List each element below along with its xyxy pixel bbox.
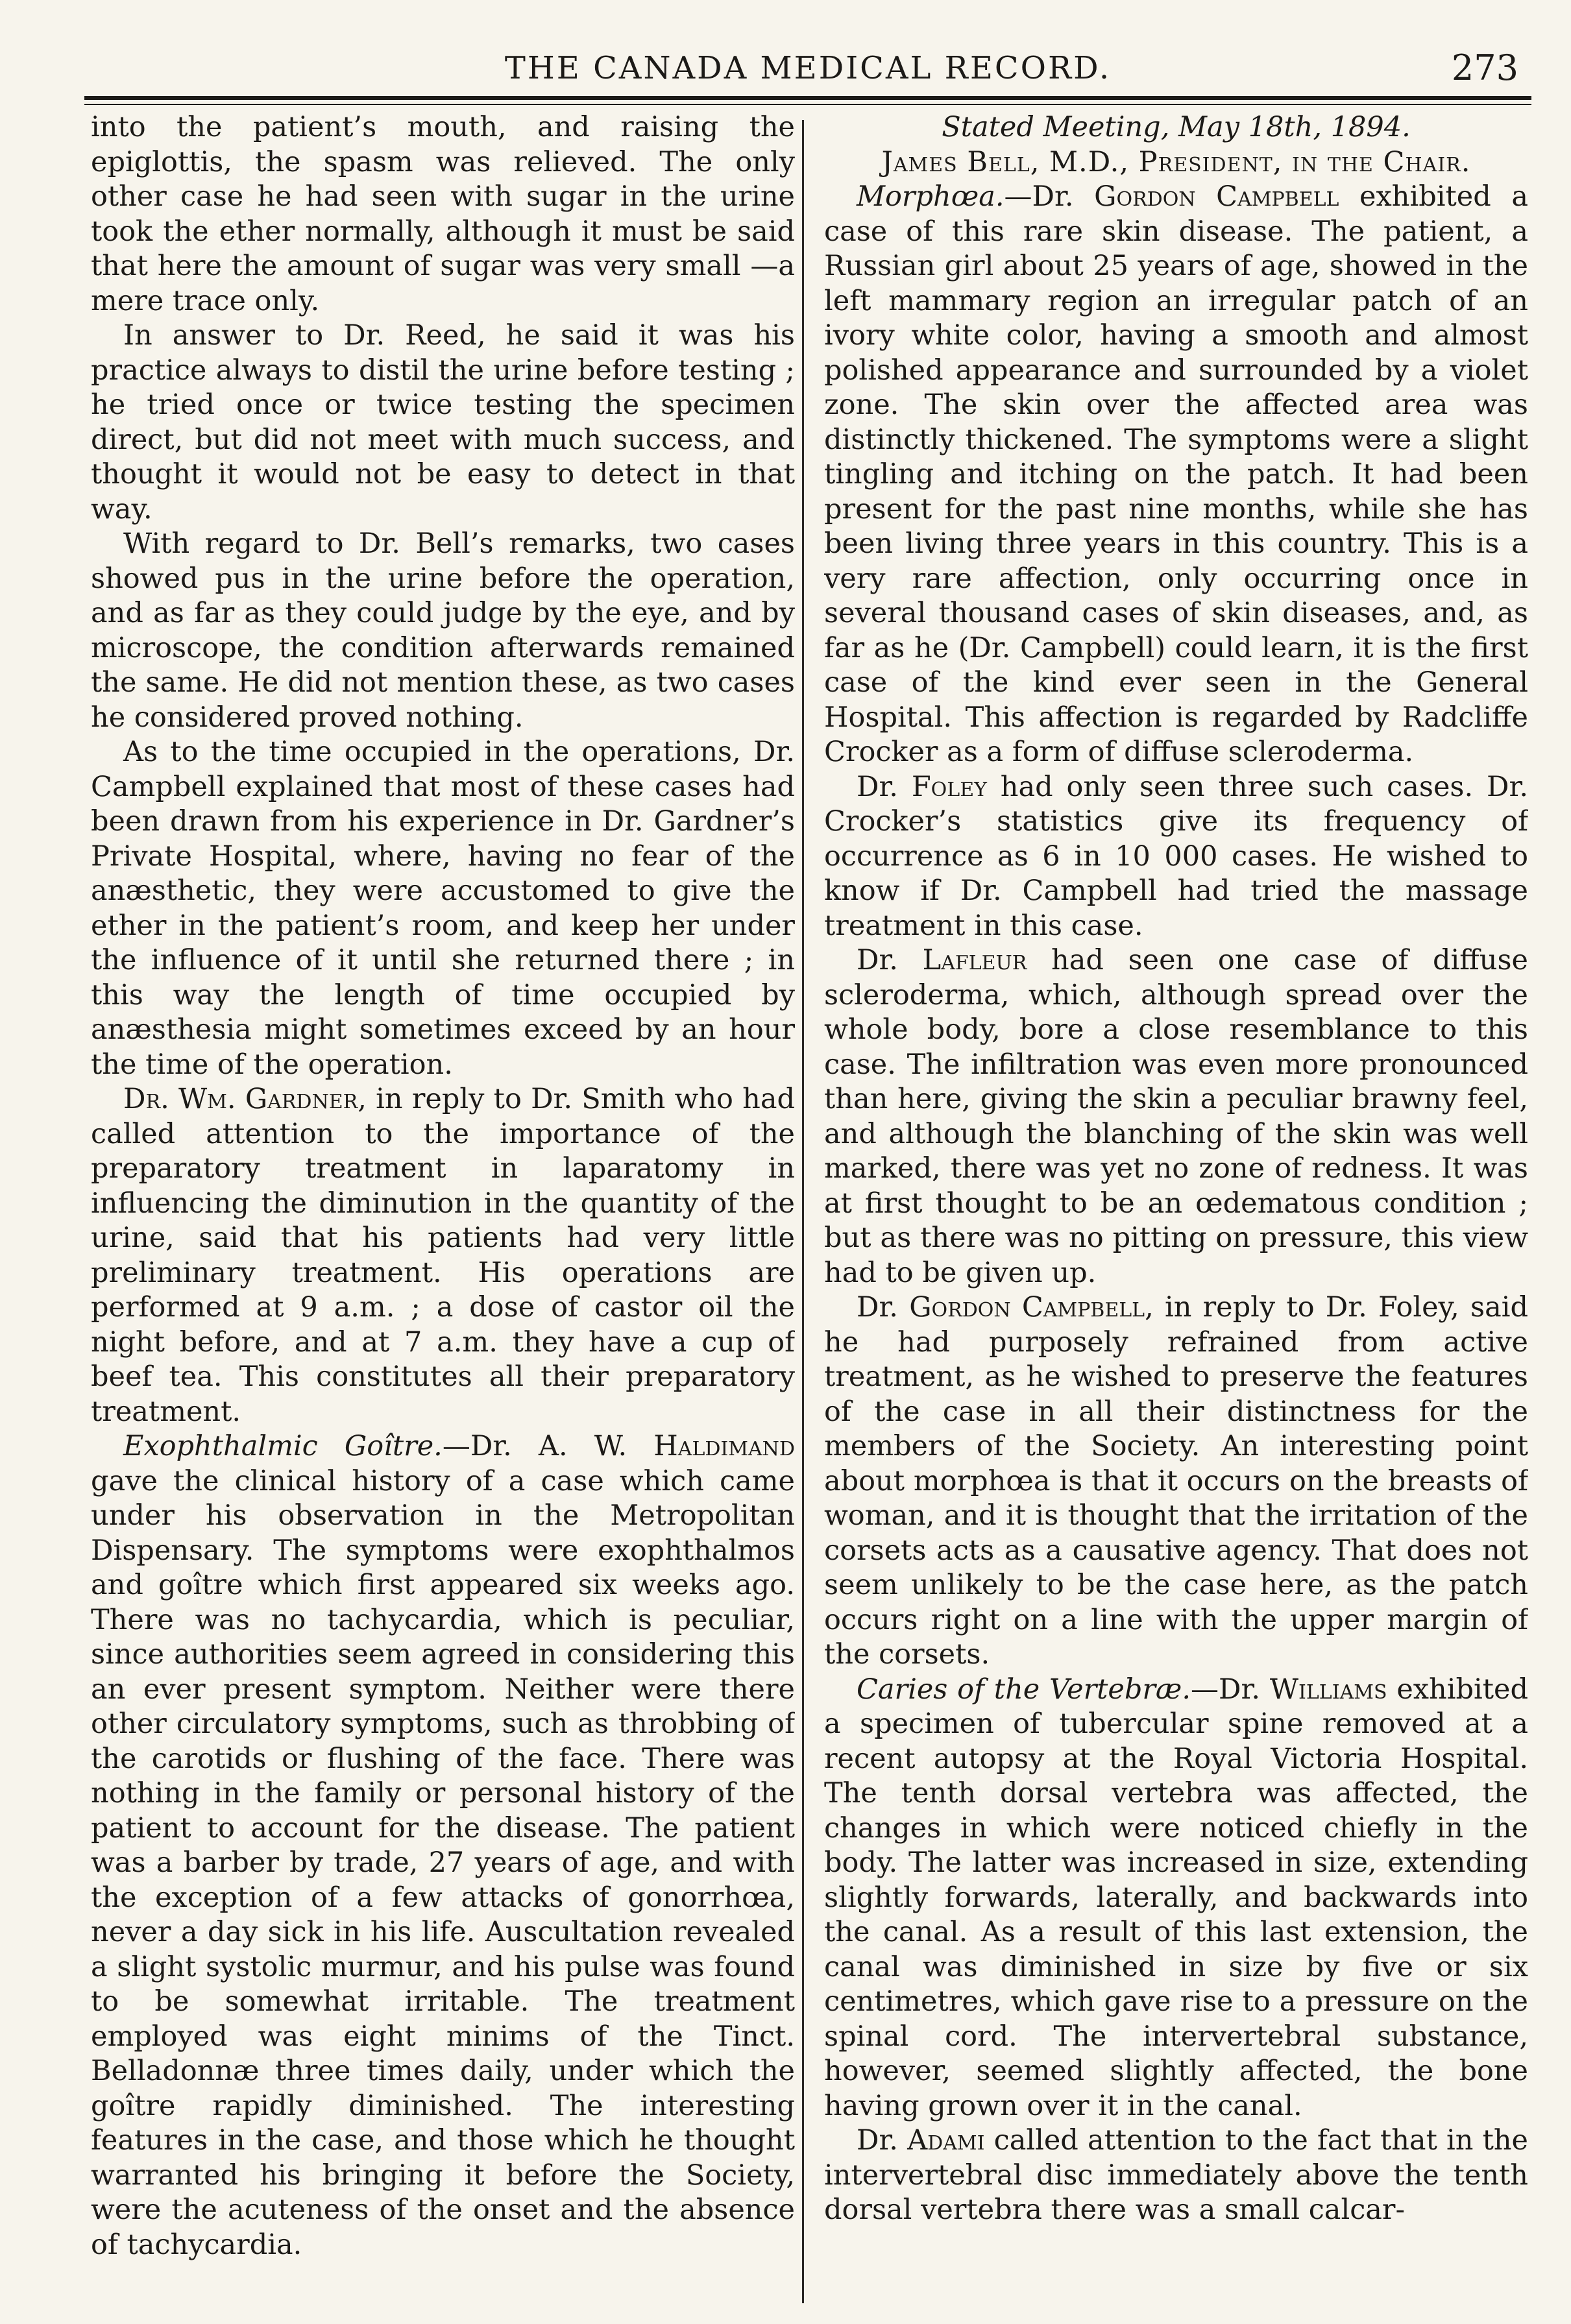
paragraph	[824, 1290, 1528, 1673]
section-heading: Exophthalmic Goître.	[123, 1430, 443, 1462]
paragraph	[824, 180, 1528, 770]
meeting-title: Stated Meeting, May 18th, 1894.	[942, 111, 1411, 143]
speaker-name: Williams	[1269, 1673, 1387, 1706]
paragraph-text: in reply to Dr. Smith who had called attention to the importance of the preparatory treatment in laparatomy in influencing the diminution in the quantity of the urine, said that his patients had very little preliminary treatment. His operations are performed at 9 a.m. ; a dose of castor oil the night before, and at 7 a.m. they have a cup of beef tea. This constitutes all their preparatory treatment.	[91, 1083, 795, 1428]
paragraph	[91, 1082, 795, 1429]
paragraph-text: had only seen three such cases. Dr. Crocker’s statistics give its frequency of occurrence as 6 in 10 000 cases. He wished to know if Dr. Campbell had tried the massage treatment in this case.	[824, 770, 1528, 942]
page-number: 273	[1451, 47, 1518, 88]
paragraph: into the patient’s mouth, and raising the epiglottis, the spasm was relieved. The only other case he had seen with sugar in the urine took the ether normally, although it must be said that here the amount of sugar was very small —a mere trace only.	[91, 111, 795, 317]
paragraph-lead: Dr.	[857, 770, 912, 803]
paragraph-text: exhibited a case of this rare skin disease. The patient, a Russian girl about 25 years of age, showed in the left mammary region an irregular patch of an ivory white color, having a smooth and almost polished appearance and surrounded by a violet zone. The skin over the affected area was distinctly thickened. The symptoms were a slight tingling and itching on the patch. It had been present for the past nine months, while she has been living three years in this country. This is a very rare affection, only occurring once in several thousand cases of skin diseases, and, as far as he (Dr. Campbell) could learn, it is the first case of the kind ever seen in the General Hospital. This affection is regarded by Radcliffe Crocker as a form of diffuse scleroderma.	[824, 180, 1528, 768]
paragraph-text: called attention to the fact that in the intervertebral disc immediately above the tenth dorsal vertebra there was a small calcar-	[824, 2124, 1528, 2226]
section-heading: Morphœa.	[857, 180, 1005, 213]
speaker-name: Lafleur	[922, 944, 1027, 976]
paragraph	[91, 1429, 795, 2262]
paragraph	[824, 770, 1528, 944]
speaker-name: Foley	[911, 770, 987, 803]
paragraph-lead: —Dr. A. W.	[442, 1430, 654, 1462]
paragraph	[824, 1673, 1528, 2124]
paragraph-text: gave the clinical history of a case which came under his observation in the Metropolitan Dispensary. The symptoms were exophthalmos and goître which first appeared six weeks ago. There was no tachycardia, which is peculiar, since authorities seem agreed in considering this an ever present symptom. Neither were there other circulatory symptoms, such as throbbing of the carotids or flushing of the face. There was nothing in the family or personal history of the patient to account for the disease. The patient was a barber by trade, 27 years of age, and with the exception of a few attacks of gonorrhœa, never a day sick in his life. Auscultation revealed a slight systolic murmur, and his pulse was found to be somewhat irritable. The treatment employed was eight minims of the Tinct. Belladonnæ three times daily, under which the goître rapidly diminished. The interesting features in the case, and those which he thought warranted his bringing it before the Society, were the acuteness of the onset and the absence of tachycardia.	[91, 1464, 795, 2261]
paragraph: With regard to Dr. Bell’s remarks, two cases showed pus in the urine before the operation, and as far as they could judge by the eye, and by microscope, the condition afterwards remained the same. He did not mention these, as two cases he considered proved nothing.	[91, 527, 795, 734]
paragraph-lead: Dr.	[857, 944, 923, 976]
paragraph: As to the time occupied in the operations, Dr. Campbell explained that most of these cases had been drawn from his experience in Dr. Gardner’s Private Hospital, where, having no fear of the anæsthetic, they were accustomed to give the ether in the patient’s room, and keep her under the influence of it until she returned there ; in this way the length of time occupied by anæsthesia might sometimes exceed by an hour the time of the operation.	[91, 736, 795, 1081]
journal-title: THE CANADA MEDICAL RECORD.	[504, 50, 1112, 86]
paragraph	[824, 2124, 1528, 2228]
speaker-name: Gordon Campbell	[1094, 180, 1339, 213]
paragraph: In answer to Dr. Reed, he said it was his practice always to distil the urine before testing ; he tried once or twice testing the specimen direct, but did not meet with much success, and thought it would not be easy to detect in that way.	[91, 319, 795, 526]
header-rule-thick	[84, 96, 1531, 100]
column-divider	[802, 120, 804, 2303]
paragraph-lead: —Dr.	[1191, 1673, 1270, 1706]
paragraph-text: in reply to Dr. Foley, said he had purposely refrained from active treatment, as he wished to preserve the features of the case in all their distinctness for the members of the Society. An interesting point about morphœa is that it occurs on the breasts of woman, and it is thought that the irritation of the corsets acts as a causative agency. That does not seem unlikely to be the case here, as the patch occurs right on a line with the upper margin of the corsets.	[824, 1291, 1528, 1671]
paragraph-lead: —Dr.	[1004, 180, 1095, 213]
speaker-name: Adami	[907, 2124, 985, 2157]
left-column	[91, 110, 795, 2310]
paragraph-lead: Dr.	[857, 1291, 910, 1324]
header-rule-thin	[84, 104, 1531, 105]
paragraph-text: exhibited a specimen of tubercular spine removed at a recent autopsy at the Royal Victoria Hospital. The tenth dorsal vertebra was affected, the changes in which were noticed chiefly in the body. The latter was increased in size, extending slightly forwards, laterally, and backwards into the canal. As a result of this last extension, the canal was diminished in size by five or six centimetres, which gave rise to a pressure on the spinal cord. The intervertebral substance, however, seemed slightly affected, the bone having grown over it in the canal.	[824, 1673, 1528, 2122]
speaker-name: Haldimand	[653, 1430, 795, 1462]
running-header	[84, 45, 1531, 91]
paragraph-text: had seen one case of diffuse scleroderma, which, although spread over the whole body, bore a close resemblance to this case. The infiltration was even more pronounced than here, giving the skin a peculiar brawny feel, and although the blanching of the skin was well marked, there was yet no zone of redness. It was at first thought to be an œdematous condition ; but as there was no pitting on pressure, this view had to be given up.	[824, 944, 1528, 1289]
president-line: James Bell, M.D., President, in the Chair.	[881, 145, 1471, 178]
paragraph-lead: Dr.	[857, 2124, 908, 2157]
speaker-name: Gordon Campbell,	[909, 1291, 1154, 1324]
paragraph	[824, 943, 1528, 1290]
right-column	[824, 110, 1528, 2310]
section-heading: Caries of the Vertebræ.	[857, 1673, 1191, 1706]
speaker-name: Dr. Wm. Gardner,	[123, 1083, 367, 1115]
